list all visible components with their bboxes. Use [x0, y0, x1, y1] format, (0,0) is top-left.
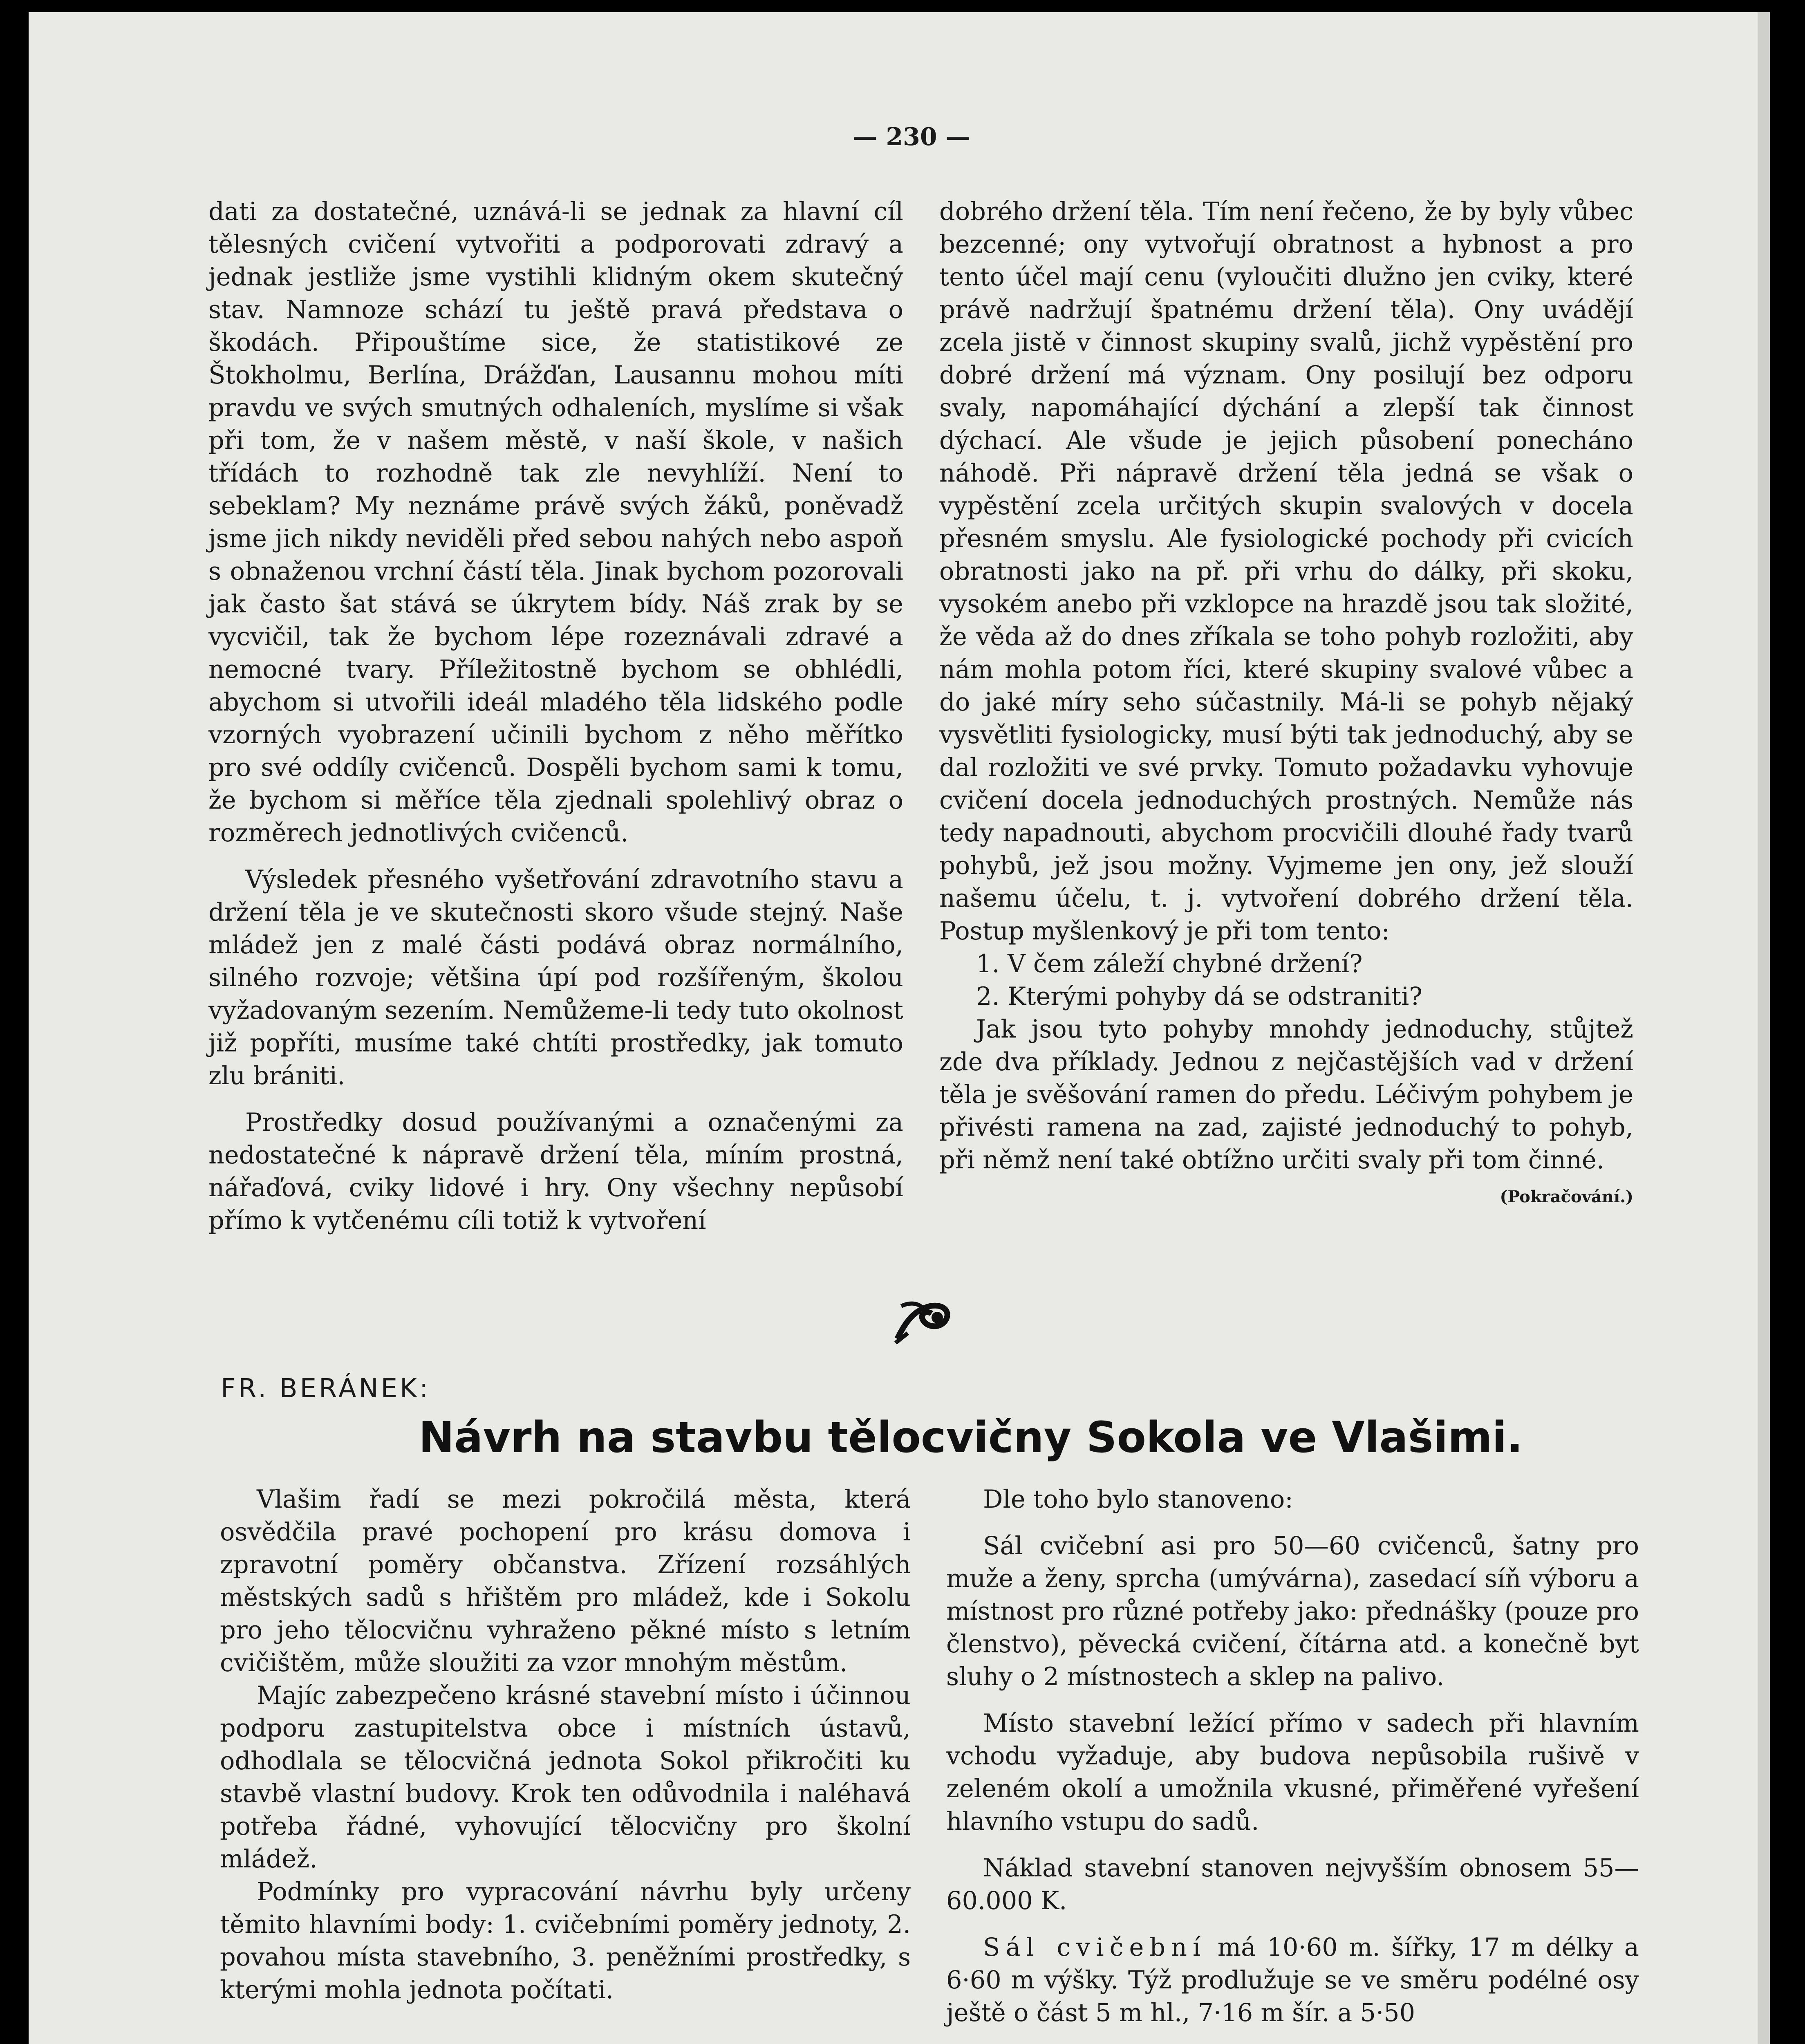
paragraph: Dle toho bylo stanoveno: — [983, 1485, 1293, 1514]
paragraph: Podmínky pro vypracování návrhu byly určeny těmito hlavními body: 1. cvičebními poměry jednoty, 2. povahou místa stavebního, 3. peněžními prostředky, s kterými mohla jednota počítati. — [220, 1878, 911, 2004]
spaced-term: Sál cvičební — [983, 1933, 1207, 1962]
paragraph: Vlašim řadí se mezi pokročilá města, která osvědčila pravé pochopení pro krásu domova i zpravotní poměry občanstva. Zřízení rozsáhlých městských sadů s hřištěm pro mládež, kde i Sokolu pro jeho tělocvičnu vyhraženo pěkné místo s letním cvičištěm, může sloužiti za vzor mnohým městům. — [220, 1485, 911, 1677]
paragraph-text: má 10·60 m. šířky, 17 m délky a 6·60 m výšky. Týž prodlužuje se ve směru podélné osy ještě o část 5 m hl., 7·16 m šír. a 5·50 — [946, 1933, 1639, 2027]
article-author: FR. BERÁNEK: — [221, 1374, 431, 1404]
continuation-note: (Pokračování.) — [1500, 1187, 1633, 1206]
paragraph: Místo stavební ležící přímo v sadech při hlavním vchodu vyžaduje, aby budova nepůsobila rušivě v zeleném okolí a umožnila vkusné, přiměřené vyřešení hlavního vstupu do sadů. — [946, 1709, 1639, 1836]
list-item: 1. V čem záleží chybné držení? — [976, 950, 1363, 978]
article1-column-right — [939, 195, 1633, 1213]
article1-column-left — [208, 195, 903, 1237]
paragraph — [946, 1931, 1639, 2029]
paragraph: Prostředky dosud používanými a označenými za nedostatečné k nápravě držení těla, míním prostná, nářaďová, cviky lidové i hry. Ony všechny nepůsobí přímo k vytčenému cíli totiž k vytvoření — [208, 1108, 903, 1235]
article2-column-right — [946, 1483, 1639, 2029]
paragraph: dati za dostatečné, uznává-li se jednak za hlavní cíl tělesných cvičení vytvořiti a podporovati zdravý a jednak jestliže jsme vystihli klidným okem skutečný stav. Namnoze schází tu ještě pravá představa o škodách. Připouštíme sice, že statistikové ze Štokholmu, Berlína, Drážďan, Lausannu mohou míti pravdu ve svých smutných odhaleních, myslíme si však při tom, že v našem městě, v naší škole, v našich třídách to rozhodně tak zle nevyhlíží. Není to sebeklam? My neznáme právě svých žáků, poněvadž jsme jich nikdy neviděli před sebou nahých nebo aspoň s obnaženou vrchní částí těla. Jinak bychom pozorovali jak často šat stává se úkrytem bídy. Náš zrak by se vycvičil, tak že bychom lépe rozeznávali zdravé a nemocné tvary. Příležitostně bychom se obhlédli, abychom si utvořili ideál mladého těla lidského podle vzorných vyobrazení učinili bychom z něho měřítko pro své oddíly cvičenců. Dospěli bychom sami k tomu, že bychom si měříce těla zjednali spolehlivý obraz o rozměrech jednotlivých cvičenců. — [208, 197, 903, 847]
paragraph: Výsledek přesného vyšetřování zdravotního stavu a držení těla je ve skutečnosti skoro všude stejný. Naše mládež jen z malé části podává obraz normálního, silného rozvoje; většina úpí pod rozšířeným, školou vyžadovaným sezením. Nemůžeme-li tedy tuto okolnost již popříti, musíme také chtíti prostředky, jak tomuto zlu brániti. — [208, 865, 903, 1090]
paragraph-text: Jak jsou tyto pohyby mnohdy jednoduchy, stůjtež zde dva příklady. Jednou z nejčastějších vad v držení těla je svěšování ramen do předu. Léčivým pohybem je přivésti ramena na zad, zajisté jednoduchý to pohyb, při němž není také obtížno určiti svaly při tom činné. — [939, 1015, 1633, 1174]
list-item: 2. Kterými pohyby dá se odstraniti? — [976, 982, 1422, 1011]
paragraph: dobrého držení těla. Tím není řečeno, že by byly vůbec bezcenné; ony vytvořují obratnost a hybnost a pro tento účel mají cenu (vyloučiti dlužno jen cviky, které právě nadržují špatnému držení těla). Ony uvádějí zcela jistě v činnost skupiny svalů, jichž vypěstění pro dobré držení má význam. Ony posilují bez odporu svaly, napomáhající dýchání a zlepší tak činnost dýchací. Ale všude je jejich působení ponecháno náhodě. Při nápravě držení těla jedná se však o vypěstění zcela určitých skupin svalových v docela přesném smyslu. Ale fysiologické pochody při cvicích obratnosti jako na př. při vrhu do dálky, při skoku, vysokém anebo při vzklopce na hrazdě jsou tak složité, že věda až do dnes zříkala se toho pohyb rozložiti, aby nám mohla potom říci, které skupiny svalové vůbec a do jaké míry seho súčastnily. Má-li se pohyb nějaký vysvětliti fysiologicky, musí býti tak jednoduchý, aby se dal rozložiti ve své prvky. Tomuto požadavku vyhovuje cvičení docela jednoduchých prostných. Nemůže nás tedy napadnouti, abychom procvičili dlouhé řady tvarů pohybů, jež jsou možny. Vyjmeme jen ony, jež slouží našemu účelu, t. j. vytvoření dobrého držení těla. Postup myšlenkový je při tom tento: — [939, 197, 1633, 946]
paragraph: Majíc zabezpečeno krásné stavební místo i účinnou podporu zastupitelstva obce i místních ústavů, odhodlala se tělocvičná jednota Sokol přikročiti ku stavbě vlastní budovy. Krok ten odůvodnila i naléhavá potřeba řádné, vyhovující tělocvičny pro školní mládež. — [220, 1681, 911, 1874]
page-edge — [1758, 12, 1770, 2044]
paragraph — [939, 1013, 1633, 1206]
paragraph: Sál cvičební asi pro 50—60 cvičenců, šatny pro muže a ženy, sprcha (umývárna), zasedací síň výboru a místnost pro různé potřeby jako: přednášky (pouze pro členstvo), pěvecká cvičení, čítárna atd. a konečně byt sluhy o 2 místnostech a sklep na palivo. — [946, 1532, 1639, 1691]
page-number: — 230 — — [853, 123, 970, 151]
paragraph: Náklad stavební stanoven nejvyšším obnosem 55—60.000 K. — [946, 1854, 1639, 1915]
article2-column-left — [220, 1483, 911, 2006]
ornament-icon — [889, 1294, 954, 1347]
article-title: Návrh na stavbu tělocvičny Sokola ve Vlašimi. — [419, 1412, 1523, 1462]
